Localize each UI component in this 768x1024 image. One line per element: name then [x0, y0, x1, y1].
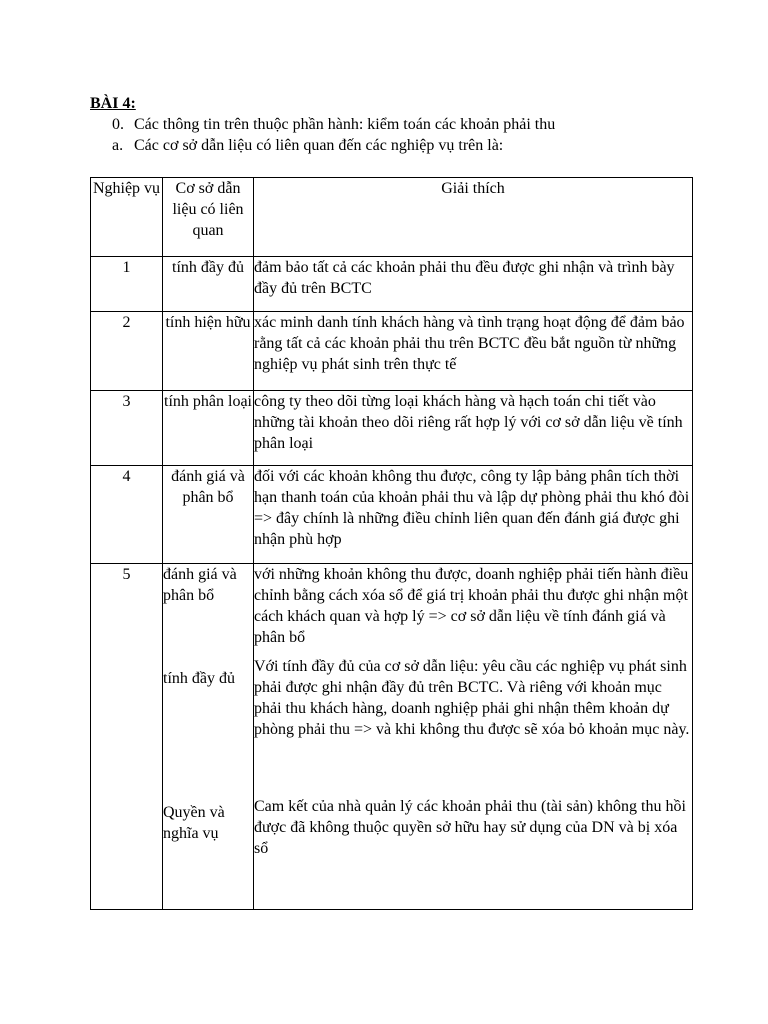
exercise-title: BÀI 4:: [90, 95, 136, 112]
row-number: 4: [91, 466, 163, 564]
row-criterion: tính đầy đủ: [163, 257, 254, 312]
row-number: 5: [91, 564, 163, 910]
row-number: 3: [91, 391, 163, 466]
header-giai-thich: Giải thích: [254, 178, 693, 257]
intro-item-1: [112, 136, 503, 156]
row-explanation: Với tính đầy đủ của cơ sở dẫn liệu: yêu cầu các nghiệp vụ phát sinh phải được ghi nhận đầy đủ trên BCTC. Và riêng với khoản mục phải thu khách hàng, doanh nghiệp phải ghi nhận thêm khoản dự phòng phải thu => và khi không thu được sẽ xóa bỏ khoản mục này.: [254, 658, 690, 738]
row-criterion: tính phân loại: [163, 391, 254, 466]
row-explanation: với những khoản không thu được, doanh nghiệp phải tiến hành điều chỉnh bằng cách xóa sổ để giá trị khoản phải thu được ghi nhận một cách khách quan và hợp lý => cơ sở dẫn liệu về tính đánh giá và phân bổ: [254, 566, 689, 646]
row-criterion: tính hiện hữu: [163, 312, 254, 391]
table-row: [91, 564, 693, 910]
table-row: [91, 257, 693, 312]
header-nghiep-vu: Nghiệp vụ: [91, 178, 163, 257]
row-explanation: công ty theo dõi từng loại khách hàng và hạch toán chi tiết vào những tài khoản theo dõi riêng rất hợp lý với cơ sở dẫn liệu về tính phân loại: [254, 391, 693, 466]
table-row: [91, 391, 693, 466]
row-number: 2: [91, 312, 163, 391]
row-criterion: Quyền và nghĩa vụ: [163, 804, 225, 842]
row-number: 1: [91, 257, 163, 312]
row-explanation-list: [254, 564, 693, 910]
row-explanation: đảm bảo tất cả các khoản phải thu đều được ghi nhận và trình bày đầy đủ trên BCTC: [254, 257, 693, 312]
intro-marker: 0.: [112, 116, 124, 133]
header-co-so-dan-lieu: Cơ sở dẫn liệu có liên quan: [163, 178, 254, 257]
table-row: [91, 466, 693, 564]
table-row: [91, 312, 693, 391]
intro-marker: a.: [112, 137, 124, 154]
row-criterion: đánh giá và phân bổ: [163, 466, 254, 564]
row-explanation: Cam kết của nhà quản lý các khoản phải thu (tài sản) không thu hồi được đã không thuộc quyền sở hữu hay sử dụng của DN và bị xóa sổ: [254, 798, 686, 857]
intro-text: Các cơ sở dẫn liệu có liên quan đến các nghiệp vụ trên là:: [134, 137, 504, 154]
row-criteria-list: [163, 564, 254, 910]
intro-text: Các thông tin trên thuộc phần hành: kiểm toán các khoản phải thu: [134, 116, 556, 133]
table-header-row: [91, 178, 693, 257]
row-explanation: đối với các khoản không thu được, công ty lập bảng phân tích thời hạn thanh toán của khoản phải thu và lập dự phòng phải thu khó đòi => đây chính là những điều chỉnh liên quan đến đánh giá được ghi nhận phù hợp: [254, 466, 693, 564]
row-explanation: xác minh danh tính khách hàng và tình trạng hoạt động để đảm bảo rằng tất cả các khoản phải thu trên BCTC đều bắt nguồn từ những nghiệp vụ phát sinh trên thực tế: [254, 312, 693, 391]
assertions-table: [90, 177, 693, 910]
row-criterion: tính đầy đủ: [163, 670, 235, 687]
intro-item-0: [112, 115, 555, 135]
row-criterion: đánh giá và phân bổ: [163, 566, 237, 604]
